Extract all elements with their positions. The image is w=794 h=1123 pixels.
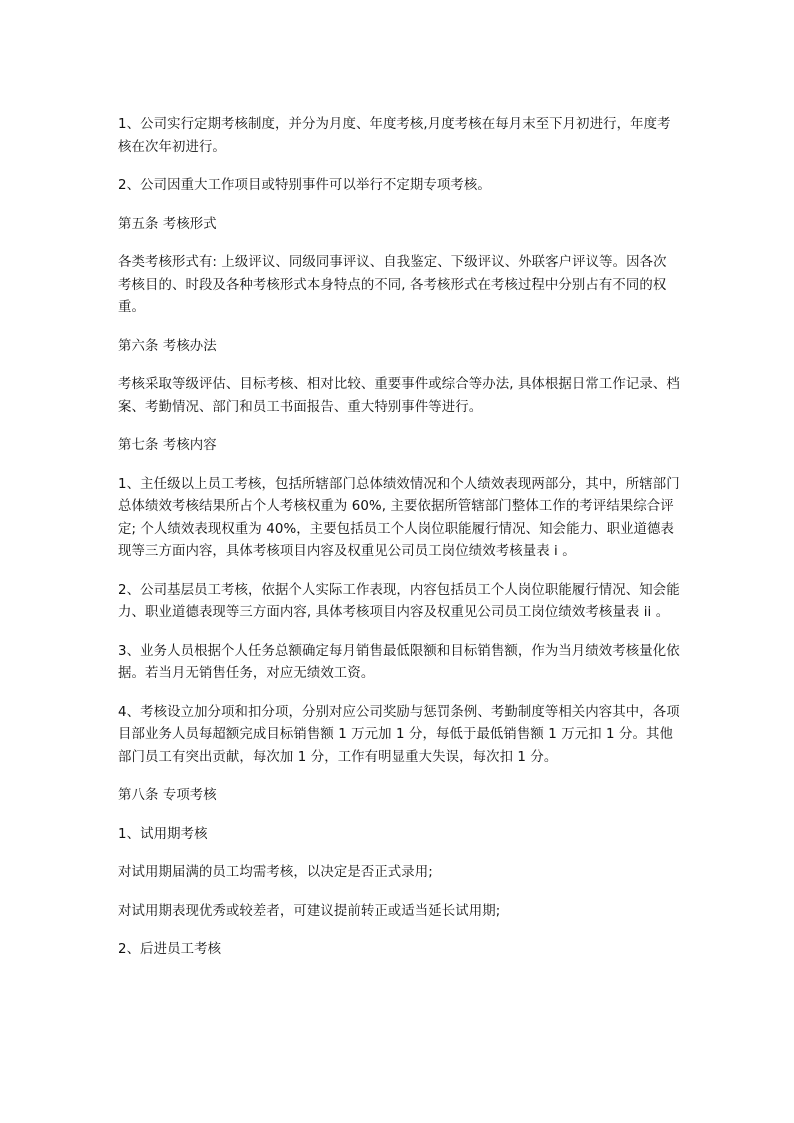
section-heading-article-5: 第五条 考核形式 — [118, 216, 217, 232]
paragraph-8: 4、考核设立加分项和扣分项，分别对应公司奖励与惩罚条例、考勤制度等相关内容其中，各项目部业务人员每超额完成目标销售额 1 万元加 1 分，每低于最低销售额 1 万元扣 1 分。其他部门员工有突出贡献，每次加 1 分，工作有明显重大失误，每次扣 1 分。 — [118, 704, 680, 765]
paragraph-6: 2、公司基层员工考核，依据个人实际工作表现，内容包括员工个人岗位职能履行情况、知会能力、职业道德表现等三方面内容, 具体考核项目内容及权重见公司员工岗位绩效考核量表 ii 。 — [118, 582, 680, 620]
section-heading-article-6: 第六条 考核办法 — [118, 338, 217, 354]
paragraph-9: 1、试用期考核 — [118, 826, 208, 842]
paragraph-7: 3、业务人员根据个人任务总额确定每月销售最低限额和目标销售额，作为当月绩效考核量化依据。若当月无销售任务，对应无绩效工资。 — [118, 643, 680, 681]
paragraph-11: 对试用期表现优秀或较差者，可建议提前转正或适当延长试用期; — [118, 903, 501, 919]
paragraph-5: 1、主任级以上员工考核，包括所辖部门总体绩效情况和个人绩效表现两部分，其中，所辖部门总体绩效考核结果所占个人考核权重为 60%, 主要依据所管辖部门整体工作的考评结果综合评定; 个人绩效表现权重为 40%，主要包括员工个人岗位职能履行情况、知会能力、职业道德表现等三方面内容，具体考核项目内容及权重见公司员工岗位绩效考核量表 i 。 — [118, 476, 680, 559]
paragraph-3: 各类考核形式有: 上级评议、同级同事评议、自我鉴定、下级评议、外联客户评议等。因各次考核目的、时段及各种考核形式本身特点的不同, 各考核形式在考核过程中分别占有不同的权重。 — [118, 255, 667, 315]
paragraph-10: 对试用期届满的员工均需考核，以决定是否正式录用; — [118, 865, 433, 880]
paragraph-4: 考核采取等级评估、目标考核、相对比较、重要事件或综合等办法, 具体根据日常工作记录、档案、考勤情况、部门和员工书面报告、重大特别事件等进行。 — [118, 377, 680, 415]
paragraph-1: 1、公司实行定期考核制度，并分为月度、年度考核,月度考核在每月末至下月初进行，年度考核在次年初进行。 — [118, 117, 671, 155]
section-heading-article-7: 第七条 考核内容 — [118, 438, 217, 453]
document-page — [118, 114, 680, 978]
paragraph-12: 2、后进员工考核 — [118, 942, 222, 957]
paragraph-2: 2、公司因重大工作项目或特别事件可以举行不定期专项考核。 — [118, 178, 491, 193]
section-heading-article-8: 第八条 专项考核 — [118, 788, 217, 803]
